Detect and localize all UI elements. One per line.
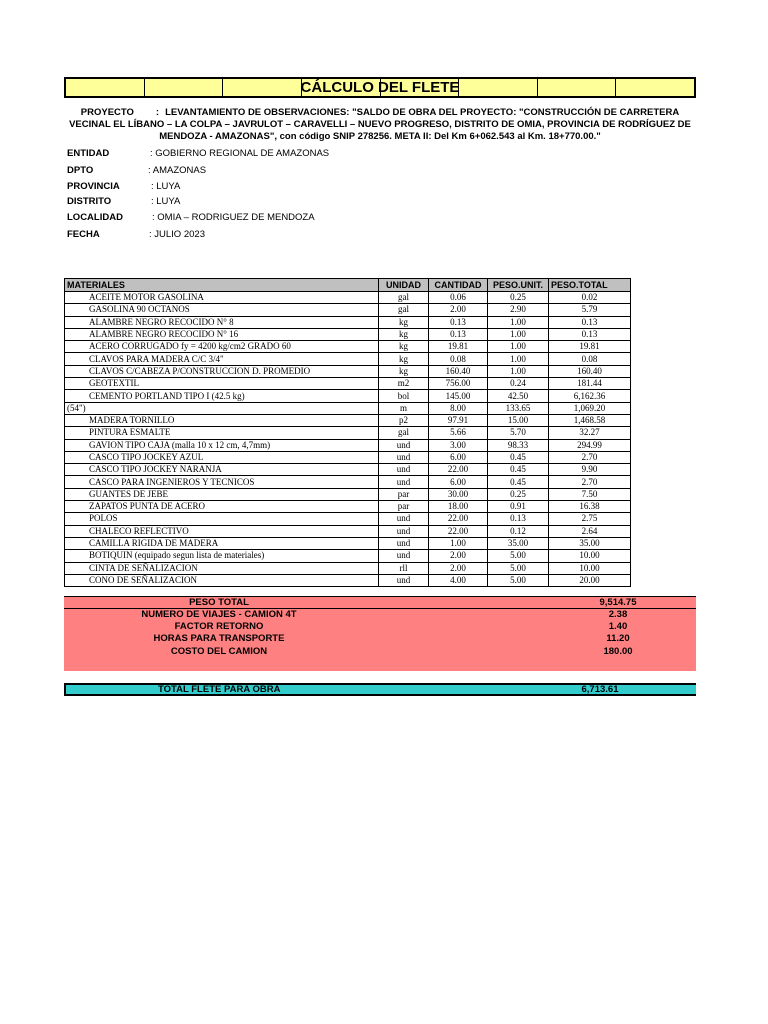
cell-material: CASCO TIPO JOCKEY NARANJA: [65, 464, 379, 476]
col-header-unidad: UNIDAD: [379, 279, 429, 292]
cell-material: GAVION TIPO CAJA (malla 10 x 12 cm, 4,7mm): [65, 439, 379, 451]
cell-material: GASOLINA 90 OCTANOS: [65, 304, 379, 316]
info-key: FECHA: [67, 229, 100, 240]
cell-peso-unit: 0.45: [488, 476, 549, 488]
cell-peso-unit: 5.70: [488, 427, 549, 439]
cell-unidad: m2: [379, 378, 429, 390]
cell-cantidad: 22.00: [429, 525, 488, 537]
cell-material: ALAMBRE NEGRO RECOCIDO N° 8: [65, 316, 379, 328]
page-title: CÁLCULO DEL FLETE: [300, 79, 460, 96]
col-header-cantidad: CANTIDAD: [429, 279, 488, 292]
cell-peso-total: 20.00: [549, 574, 631, 586]
cell-peso-total: 181.44: [549, 378, 631, 390]
cell-peso-unit: 0.12: [488, 525, 549, 537]
cell-material: ACEITE MOTOR GASOLINA: [65, 292, 379, 304]
table-row: [65, 304, 631, 316]
cell-peso-unit: 42.50: [488, 390, 549, 402]
cell-cantidad: 756.00: [429, 378, 488, 390]
summary-block: [64, 596, 696, 671]
cell-unidad: kg: [379, 316, 429, 328]
table-row: [65, 292, 631, 304]
cell-peso-unit: 0.91: [488, 501, 549, 513]
cell-peso-unit: 5.00: [488, 562, 549, 574]
cell-cantidad: 2.00: [429, 550, 488, 562]
summary-label: COSTO DEL CAMION: [170, 646, 268, 657]
cell-peso-total: 10.00: [549, 562, 631, 574]
table-row: [65, 353, 631, 365]
cell-cantidad: 97.91: [429, 414, 488, 426]
table-row: [65, 451, 631, 463]
cell-unidad: und: [379, 476, 429, 488]
cell-unidad: und: [379, 525, 429, 537]
summary-value: 11.20: [606, 633, 630, 644]
cell-peso-total: 16.38: [549, 501, 631, 513]
table-row: [65, 341, 631, 353]
cell-peso-unit: 0.13: [488, 513, 549, 525]
cell-peso-total: 35.00: [549, 537, 631, 549]
cell-unidad: und: [379, 574, 429, 586]
total-bar: [64, 683, 696, 696]
summary-value: 180.00: [603, 646, 633, 657]
cell-peso-unit: 5.00: [488, 574, 549, 586]
info-key: ENTIDAD: [67, 148, 110, 159]
cell-cantidad: 2.00: [429, 562, 488, 574]
cell-peso-total: 2.75: [549, 513, 631, 525]
cell-peso-total: 0.13: [549, 328, 631, 340]
cell-material: ZAPATOS PUNTA DE ACERO: [65, 501, 379, 513]
materials-table: [64, 278, 631, 587]
cell-cantidad: 0.13: [429, 328, 488, 340]
cell-cantidad: 6.00: [429, 476, 488, 488]
cell-cantidad: 4.00: [429, 574, 488, 586]
cell-unidad: gal: [379, 427, 429, 439]
table-header-row: [65, 279, 631, 292]
cell-cantidad: 19.81: [429, 341, 488, 353]
cell-peso-unit: 1.00: [488, 328, 549, 340]
cell-unidad: und: [379, 513, 429, 525]
cell-peso-unit: 0.25: [488, 488, 549, 500]
info-value: : LUYA: [151, 196, 181, 207]
cell-unidad: par: [379, 501, 429, 513]
col-header-peso-total: PESO.TOTAL: [549, 279, 631, 292]
cell-peso-total: 0.13: [549, 316, 631, 328]
table-row: [65, 501, 631, 513]
cell-peso-total: 32.27: [549, 427, 631, 439]
summary-label: PESO TOTAL: [189, 597, 249, 608]
cell-peso-unit: 5.00: [488, 550, 549, 562]
cell-peso-unit: 1.00: [488, 316, 549, 328]
table-row: [65, 316, 631, 328]
cell-material: POLOS: [65, 513, 379, 525]
summary-value: 9,514.75: [599, 597, 637, 608]
cell-cantidad: 8.00: [429, 402, 488, 414]
table-row: [65, 562, 631, 574]
total-value: 6,713.61: [581, 684, 619, 695]
cell-material: CAMILLA RIGIDA DE MADERA: [65, 537, 379, 549]
cell-unidad: rll: [379, 562, 429, 574]
table-row: [65, 427, 631, 439]
cell-cantidad: 18.00: [429, 501, 488, 513]
info-key: DPTO: [67, 165, 94, 176]
cell-peso-total: 1,468.58: [549, 414, 631, 426]
cell-material: PINTURA ESMALTE: [65, 427, 379, 439]
cell-peso-total: 10.00: [549, 550, 631, 562]
summary-row-numero-viajes: [64, 609, 696, 621]
cell-peso-total: 0.02: [549, 292, 631, 304]
cell-peso-unit: 0.45: [488, 464, 549, 476]
summary-row-costo-camion: [64, 646, 696, 658]
materials-table-body: [65, 292, 631, 587]
cell-peso-unit: 15.00: [488, 414, 549, 426]
cell-unidad: m: [379, 402, 429, 414]
info-key: PROVINCIA: [67, 181, 120, 192]
total-label: TOTAL FLETE PARA OBRA: [158, 684, 281, 695]
cell-peso-total: 9.90: [549, 464, 631, 476]
cell-unidad: und: [379, 439, 429, 451]
project-label: PROYECTO: [80, 107, 134, 118]
cell-material: CONO DE SEÑALIZACION: [65, 574, 379, 586]
cell-unidad: und: [379, 451, 429, 463]
cell-material: BOTIQUIN (equipado segun lista de materiales): [65, 550, 379, 562]
table-row: [65, 476, 631, 488]
cell-peso-unit: 0.45: [488, 451, 549, 463]
cell-cantidad: 3.00: [429, 439, 488, 451]
cell-cantidad: 22.00: [429, 464, 488, 476]
info-key: LOCALIDAD: [67, 212, 123, 223]
cell-material: CASCO PARA INGENIEROS Y TECNICOS: [65, 476, 379, 488]
summary-value: 2.38: [608, 609, 628, 620]
cell-cantidad: 145.00: [429, 390, 488, 402]
cell-cantidad: 2.00: [429, 304, 488, 316]
cell-cantidad: 0.08: [429, 353, 488, 365]
summary-label: FACTOR RETORNO: [174, 621, 264, 632]
table-row: [65, 390, 631, 402]
summary-row-horas-transporte: [64, 633, 696, 645]
table-row: [65, 439, 631, 451]
cell-material: ALAMBRE NEGRO RECOCIDO N° 16: [65, 328, 379, 340]
cell-cantidad: 0.06: [429, 292, 488, 304]
info-value: : GOBIERNO REGIONAL DE AMAZONAS: [150, 148, 330, 159]
cell-peso-unit: 133.65: [488, 402, 549, 414]
cell-cantidad: 5.66: [429, 427, 488, 439]
cell-peso-total: 5.79: [549, 304, 631, 316]
table-row: [65, 513, 631, 525]
project-description: LEVANTAMIENTO DE OBSERVACIONES: "SALDO DE OBRA DEL PROYECTO: "CONSTRUCCIÓN DE CARRETERA VECINAL EL LÍBANO – LA COLPA – JAVRULOT – CARAVELLI – NUEVO PROGRESO, DISTRITO DE OMIA, PROVINCIA DE RODRÍGUEZ DE MENDOZA - AMAZONAS", con código SNIP 278256. META II: Del Km 6+062.543 al Km. 18+770.00.": [69, 107, 691, 142]
cell-peso-total: 1,069.20: [549, 402, 631, 414]
table-row: [65, 537, 631, 549]
table-row: [65, 488, 631, 500]
cell-unidad: und: [379, 550, 429, 562]
cell-cantidad: 0.13: [429, 316, 488, 328]
cell-material: GEOTEXTIL: [65, 378, 379, 390]
cell-unidad: kg: [379, 353, 429, 365]
cell-material: MADERA TORNILLO: [65, 414, 379, 426]
cell-peso-unit: 0.25: [488, 292, 549, 304]
cell-peso-total: 7.50: [549, 488, 631, 500]
table-row: [65, 574, 631, 586]
table-row: [65, 550, 631, 562]
cell-material: CLAVOS PARA MADERA C/C 3/4": [65, 353, 379, 365]
summary-row-factor-retorno: [64, 621, 696, 633]
table-row: [65, 525, 631, 537]
table-row: [65, 464, 631, 476]
cell-peso-total: 19.81: [549, 341, 631, 353]
cell-peso-unit: 0.24: [488, 378, 549, 390]
summary-label: HORAS PARA TRANSPORTE: [153, 633, 285, 644]
cell-cantidad: 30.00: [429, 488, 488, 500]
cell-peso-total: 6,162.36: [549, 390, 631, 402]
summary-divider: [64, 608, 696, 609]
cell-peso-total: 2.70: [549, 451, 631, 463]
cell-peso-unit: 98.33: [488, 439, 549, 451]
cell-material: GUANTES DE JEBE: [65, 488, 379, 500]
cell-material: CLAVOS C/CABEZA P/CONSTRUCCION D. PROMEDIO: [65, 365, 379, 377]
cell-peso-unit: 2.90: [488, 304, 549, 316]
cell-unidad: gal: [379, 292, 429, 304]
summary-label: NUMERO DE VIAJES - CAMION 4T: [141, 609, 297, 620]
col-header-materiales: MATERIALES: [65, 279, 379, 292]
info-key: DISTRITO: [67, 196, 112, 207]
cell-cantidad: 22.00: [429, 513, 488, 525]
cell-peso-unit: 35.00: [488, 537, 549, 549]
cell-material: CASCO TIPO JOCKEY AZUL: [65, 451, 379, 463]
cell-cantidad: 1.00: [429, 537, 488, 549]
cell-unidad: bol: [379, 390, 429, 402]
cell-cantidad: 6.00: [429, 451, 488, 463]
cell-peso-total: 294.99: [549, 439, 631, 451]
project-text: [64, 107, 696, 143]
info-value: : AMAZONAS: [148, 165, 207, 176]
cell-unidad: par: [379, 488, 429, 500]
summary-value: 1.40: [608, 621, 628, 632]
table-row: [65, 365, 631, 377]
title-box: [64, 77, 696, 98]
table-row: [65, 414, 631, 426]
cell-peso-unit: 1.00: [488, 353, 549, 365]
cell-peso-total: 0.08: [549, 353, 631, 365]
cell-peso-unit: 1.00: [488, 365, 549, 377]
cell-material: (54"): [65, 402, 379, 414]
info-value: : LUYA: [151, 181, 181, 192]
cell-unidad: kg: [379, 341, 429, 353]
cell-material: CEMENTO PORTLAND TIPO I (42.5 kg): [65, 390, 379, 402]
info-value: : JULIO 2023: [149, 229, 205, 240]
table-row: [65, 378, 631, 390]
col-header-peso-unit: PESO.UNIT.: [488, 279, 549, 292]
cell-peso-total: 2.70: [549, 476, 631, 488]
cell-unidad: kg: [379, 365, 429, 377]
cell-peso-total: 2.64: [549, 525, 631, 537]
cell-unidad: p2: [379, 414, 429, 426]
cell-peso-unit: 1.00: [488, 341, 549, 353]
cell-unidad: kg: [379, 328, 429, 340]
cell-unidad: gal: [379, 304, 429, 316]
cell-unidad: und: [379, 537, 429, 549]
project-colon: :: [155, 107, 160, 118]
cell-material: CINTA DE SEÑALIZACION: [65, 562, 379, 574]
cell-unidad: und: [379, 464, 429, 476]
table-row: [65, 328, 631, 340]
cell-peso-total: 160.40: [549, 365, 631, 377]
cell-material: CHALECO REFLECTIVO: [65, 525, 379, 537]
cell-cantidad: 160.40: [429, 365, 488, 377]
cell-material: ACERO CORRUGADO fy = 4200 kg/cm2 GRADO 60: [65, 341, 379, 353]
table-row: [65, 402, 631, 414]
info-value: : OMIA – RODRIGUEZ DE MENDOZA: [152, 212, 315, 223]
